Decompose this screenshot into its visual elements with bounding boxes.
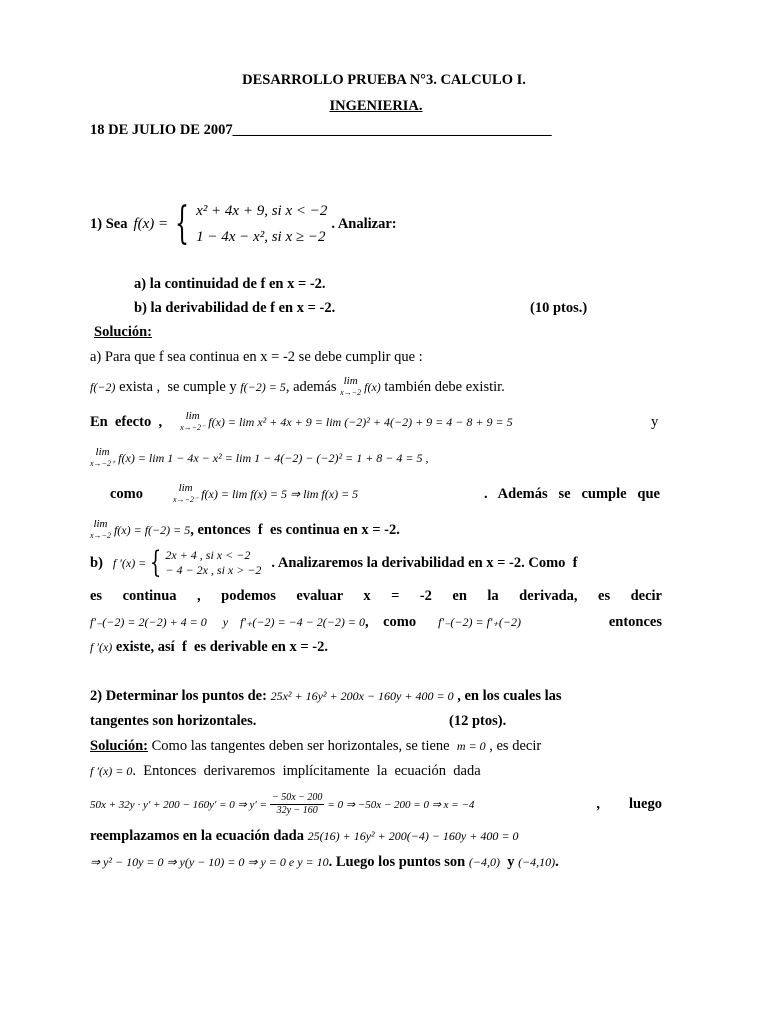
problem-2-equation: 25x² + 16y² + 200x − 160y + 400 = 0 — [270, 689, 454, 703]
sol-continuity-conclusion — [90, 518, 400, 542]
derivative-case-2: − 4 − 2x , si x > −2 — [165, 563, 262, 577]
exam-date-line — [90, 122, 552, 139]
problem-2-line-2: tangentes son horizontales. — [90, 713, 257, 729]
f-prime-x: f ′(x) — [90, 640, 113, 654]
sol-right-limit — [90, 446, 429, 470]
problem-1-points: (10 ptos.) — [530, 300, 588, 316]
y-prime-fraction — [270, 792, 324, 817]
solution-2-text-2: , es decir — [485, 738, 542, 754]
problem-1-statement — [90, 198, 397, 250]
lim-right — [90, 446, 115, 470]
left-derivative: f′₋(−2) = 2(−2) + 4 = 0 — [90, 615, 207, 629]
lim-subscript: x→−2 — [340, 388, 362, 397]
problem-1-lead: 1) Sea — [90, 215, 128, 232]
sol-line-exists-text-2: , además — [285, 378, 341, 395]
entonces-word: entonces — [608, 614, 662, 630]
fraction-denominator: 32y − 160 — [276, 805, 318, 816]
limits-equal-expr: f(x) = lim f(x) = 5 ⇒ lim f(x) = 5 — [201, 486, 359, 501]
problem-2-points: (12 ptos). — [449, 713, 507, 729]
right-derivative: f′₊(−2) = −4 − 2(−2) = 0 — [240, 615, 365, 629]
piecewise-case-2: 1 − 4x − x², si x ≥ −2 — [196, 229, 326, 245]
ademas-text: . Además se cumple que — [483, 485, 660, 502]
puntos-text: . Luego los puntos son — [328, 854, 469, 870]
solution-2-line-1 — [90, 738, 541, 755]
exam-date: 18 DE JULIO DE 2007 — [90, 122, 233, 138]
sol-side-derivatives — [90, 614, 662, 631]
problem-2-tail: , en los cuales las — [453, 688, 562, 704]
piecewise-brace: { — [175, 198, 190, 249]
lim-two-sided — [90, 518, 111, 542]
solution-2-line-5 — [90, 854, 559, 871]
sol-limits-equal — [110, 482, 660, 506]
sol-continuous-evaluate: es continua , podemos evaluar x = -2 en la derivada, es decir — [90, 588, 662, 604]
implicit-derivative: 50x + 32y · y′ + 200 − 160y′ = 0 ⇒ y′ = — [90, 799, 267, 811]
substituted-equation: 25(16) + 16y² + 200(−4) − 160y + 400 = 0 — [307, 829, 519, 843]
piecewise-f: f(x) = — [133, 215, 169, 232]
part-b-label: b) — [90, 554, 103, 571]
point-2: (−4,10) — [518, 855, 556, 869]
continuity-expr: f(x) = f(−2) = 5 — [113, 522, 191, 537]
derivative-f: f ′(x) = — [112, 555, 147, 570]
piecewise-case-1: x² + 4x + 9, si x < −2 — [196, 203, 328, 219]
lim-left — [180, 410, 205, 434]
f-minus2: f(−2) — [90, 379, 116, 394]
problem-2-statement — [90, 688, 562, 705]
continuity-text: , entonces f es continua en x = -2. — [190, 521, 400, 538]
piecewise-cases — [196, 198, 327, 250]
sol-line-exists-text-3: también debe existir. — [380, 378, 505, 395]
sol-derivable-conclusion — [90, 639, 328, 656]
conj-y-2: y — [222, 615, 229, 629]
solution-2-line-3 — [90, 792, 662, 817]
left-limit-expr: f(x) = lim x² + 4x + 9 = lim (−2)² + 4(−2) + 9 = 4 − 8 + 9 = 5 — [208, 414, 513, 429]
lim-fx: f(x) — [364, 379, 381, 394]
implicit-text: . Entonces derivaremos implícitamente la ecuación dada — [132, 763, 481, 779]
sol-left-limit — [90, 410, 513, 434]
como-word-2: , como — [364, 614, 417, 630]
solution-2-text-1: Como las tangentes deben ser horizontales, se tiene — [148, 738, 457, 754]
point-1: (−4,0) — [468, 855, 500, 869]
derivative-case-1: 2x + 4 , si x < −2 — [165, 548, 251, 562]
derivative-brace: { — [150, 545, 162, 580]
document-title: DESARROLLO PRUEBA N°3. CALCULO I. — [242, 72, 526, 88]
lim-subscript: x→−2⁻ — [180, 423, 206, 432]
side-derivatives-equal: f′₋(−2) = f′₊(−2) — [438, 615, 521, 629]
luego-word: , luego — [596, 796, 662, 812]
f-prime-zero: f ′(x) = 0 — [90, 764, 133, 778]
derivative-text: . Analizaremos la derivabilidad en x = -2. Como f — [271, 554, 578, 571]
derivative-cases — [165, 548, 261, 578]
analizar-label: . Analizar: — [331, 215, 397, 232]
solution-2-label: Solución: — [90, 738, 149, 754]
como-word: como — [110, 485, 144, 502]
lim-subscript: x→−2⁺ — [90, 459, 116, 468]
lim-x-to-minus2 — [340, 375, 361, 399]
conj-y-3: y — [499, 854, 519, 870]
lim-left-2 — [173, 482, 198, 506]
lim-word: lim — [93, 518, 108, 530]
reemplazamos-text: reemplazamos en la ecuación dada — [90, 828, 308, 844]
solution-1a-intro: a) Para que f sea continua en x = -2 se debe cumplir que : — [90, 349, 423, 365]
lim-subscript: x→−2⁻ — [173, 495, 199, 504]
sol-line-exists-text-1: exista , se cumple y — [115, 378, 241, 395]
y-solutions: ⇒ y² − 10y = 0 ⇒ y(y − 10) = 0 ⇒ y = 0 e y = 10 — [90, 855, 329, 869]
lim-word: lim — [178, 482, 193, 494]
right-limit-expr: f(x) = lim 1 − 4x − x² = lim 1 − 4(−2) − (−2)² = 1 + 8 − 4 = 5 , — [118, 450, 429, 465]
en-efecto: En efecto , — [90, 413, 163, 430]
problem-1-item-a: a) la continuidad de f en x = -2. — [134, 276, 326, 292]
solution-2-line-2 — [90, 763, 662, 780]
final-period: . — [555, 854, 559, 870]
slope-zero: m = 0 — [456, 739, 486, 753]
document-subtitle: INGENIERIA. — [329, 98, 423, 114]
lim-word: lim — [185, 410, 200, 422]
problem-2-lead: 2) Determinar los puntos de: — [90, 688, 271, 704]
date-rule: ____________________________________________ — [232, 122, 552, 138]
lim-word: lim — [343, 375, 358, 387]
solution-1-label: Solución: — [94, 324, 153, 340]
derivable-text: existe, así f es derivable en x = -2. — [112, 639, 328, 655]
lim-word: lim — [95, 446, 110, 458]
sol-derivative-line — [90, 545, 578, 580]
problem-1-item-b: b) la derivabilidad de f en x = -2. — [134, 300, 336, 316]
solution-2-line-4 — [90, 828, 518, 845]
sol-line-exists — [90, 375, 505, 399]
lim-subscript: x→−2 — [90, 531, 111, 540]
x-solution: = 0 ⇒ −50x − 200 = 0 ⇒ x = −4 — [327, 799, 475, 811]
conj-y: y — [651, 414, 659, 430]
f-minus2-eq-5: f(−2) = 5 — [240, 379, 286, 394]
fraction-numerator: − 50x − 200 — [271, 792, 323, 803]
